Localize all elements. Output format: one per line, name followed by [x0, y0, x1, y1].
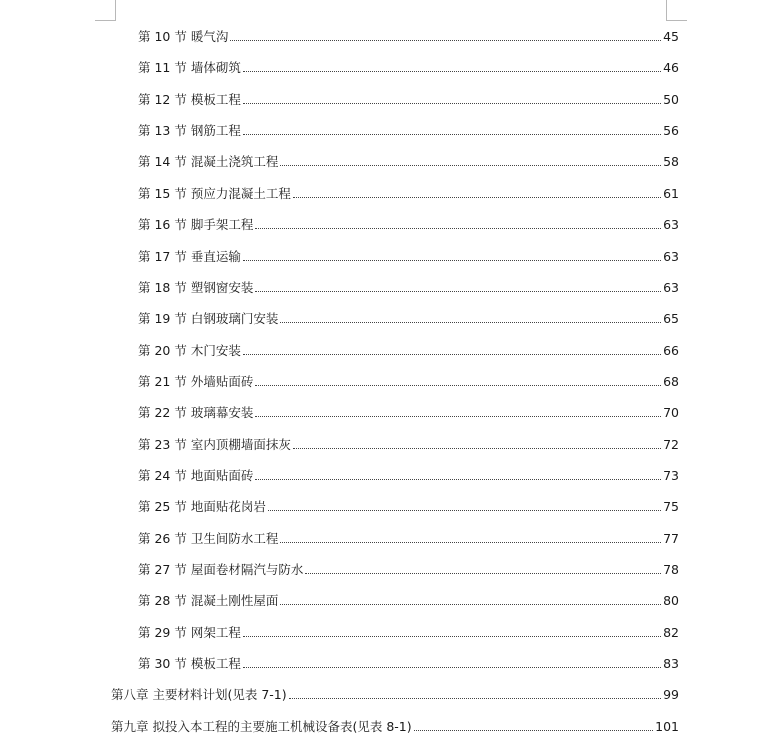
toc-dot-leader — [230, 39, 661, 41]
toc-entry-title: 第 15 节 预应力混凝土工程 — [138, 185, 291, 201]
toc-dot-leader — [255, 478, 661, 480]
toc-section-entry[interactable] — [138, 339, 679, 359]
toc-dot-leader — [289, 697, 661, 699]
toc-dot-leader — [280, 164, 661, 166]
toc-page-number: 77 — [663, 530, 679, 546]
toc-page-number: 61 — [663, 185, 679, 201]
toc-section-entry[interactable] — [138, 56, 679, 76]
toc-entry-title: 第 24 节 地面贴面砖 — [138, 467, 254, 483]
toc-page-number: 46 — [663, 60, 679, 76]
toc-entry-title: 第九章 拟投入本工程的主要施工机械设备表(见表 8-1) — [111, 718, 412, 734]
toc-page-number: 66 — [663, 342, 679, 358]
toc-page-number: 80 — [663, 593, 679, 609]
toc-section-entry[interactable] — [138, 119, 679, 139]
toc-dot-leader — [280, 321, 661, 323]
toc-entry-title: 第八章 主要材料计划(见表 7-1) — [111, 687, 287, 703]
toc-page-number: 101 — [655, 718, 679, 734]
toc-chapter-entry[interactable] — [111, 683, 679, 703]
toc-dot-leader — [255, 290, 661, 292]
toc-section-entry[interactable] — [138, 621, 679, 641]
toc-section-entry[interactable] — [138, 589, 679, 609]
toc-entry-title: 第 14 节 混凝土浇筑工程 — [138, 154, 279, 170]
toc-page-number: 56 — [663, 123, 679, 139]
toc-dot-leader — [255, 415, 661, 417]
toc-entry-title: 第 28 节 混凝土刚性屋面 — [138, 593, 279, 609]
toc-section-entry[interactable] — [138, 433, 679, 453]
toc-dot-leader — [255, 384, 661, 386]
toc-page-number: 63 — [663, 217, 679, 233]
toc-entry-title: 第 17 节 垂直运输 — [138, 248, 241, 264]
toc-section-entry[interactable] — [138, 88, 679, 108]
toc-dot-leader — [268, 509, 661, 511]
toc-entry-title: 第 27 节 屋面卷材隔汽与防水 — [138, 562, 304, 577]
toc-section-entry[interactable] — [138, 652, 679, 672]
toc-section-entry[interactable] — [138, 464, 679, 484]
toc-dot-leader — [243, 353, 661, 355]
toc-entry-title: 第 11 节 墙体砌筑 — [138, 60, 241, 76]
toc-page-number: 78 — [663, 562, 679, 577]
toc-entry-title: 第 30 节 模板工程 — [138, 656, 241, 671]
toc-entry-title: 第 20 节 木门安装 — [138, 342, 241, 358]
toc-dot-leader — [293, 196, 661, 198]
toc-dot-leader — [280, 541, 661, 543]
toc-page-number: 73 — [663, 467, 679, 483]
toc-entry-title: 第 22 节 玻璃幕安装 — [138, 405, 254, 421]
toc-page-number: 75 — [663, 499, 679, 515]
toc-entry-title: 第 25 节 地面贴花岗岩 — [138, 499, 266, 515]
toc-page-number: 63 — [663, 248, 679, 264]
toc-section-entry[interactable] — [138, 213, 679, 233]
toc-section-entry[interactable] — [138, 245, 679, 265]
toc-entry-title: 第 21 节 外墙贴面砖 — [138, 373, 254, 389]
toc-page-number: 72 — [663, 436, 679, 452]
toc-page-number: 68 — [663, 373, 679, 389]
toc-dot-leader — [280, 603, 661, 605]
toc-page-number: 45 — [663, 29, 679, 44]
crop-mark-top-left — [95, 0, 116, 21]
toc-entry-title: 第 19 节 白钢玻璃门安装 — [138, 311, 279, 327]
toc-dot-leader — [243, 666, 661, 668]
toc-entry-title: 第 18 节 塑钢窗安装 — [138, 279, 254, 295]
toc-entry-title: 第 12 节 模板工程 — [138, 91, 241, 107]
toc-dot-leader — [243, 133, 661, 135]
toc-page-number: 70 — [663, 405, 679, 421]
toc-dot-leader — [255, 227, 661, 229]
toc-page-number: 65 — [663, 311, 679, 327]
toc-page-number: 63 — [663, 279, 679, 295]
toc-dot-leader — [243, 259, 661, 261]
toc-section-entry[interactable] — [138, 25, 679, 45]
toc-section-entry[interactable] — [138, 558, 679, 578]
toc-chapter-entry[interactable] — [111, 715, 679, 735]
toc-section-entry[interactable] — [138, 370, 679, 390]
toc-page-number: 58 — [663, 154, 679, 170]
toc-section-entry[interactable] — [138, 150, 679, 170]
toc-entry-title: 第 16 节 脚手架工程 — [138, 217, 254, 233]
toc-entry-title: 第 29 节 网架工程 — [138, 624, 241, 640]
toc-entry-title: 第 10 节 暖气沟 — [138, 29, 229, 44]
toc-page-number: 50 — [663, 91, 679, 107]
toc-dot-leader — [243, 102, 661, 104]
crop-mark-top-right — [666, 0, 687, 21]
toc-section-entry[interactable] — [138, 182, 679, 202]
toc-entry-title: 第 26 节 卫生间防水工程 — [138, 530, 279, 546]
toc-section-entry[interactable] — [138, 307, 679, 327]
toc-page-number: 83 — [663, 656, 679, 671]
toc-dot-leader — [243, 70, 661, 72]
toc-dot-leader — [243, 635, 661, 637]
toc-section-entry[interactable] — [138, 527, 679, 547]
toc-dot-leader — [293, 447, 661, 449]
toc-page-number: 99 — [663, 687, 679, 703]
toc-dot-leader — [305, 572, 661, 574]
toc-section-entry[interactable] — [138, 276, 679, 296]
toc-dot-leader — [414, 729, 654, 731]
toc-entry-title: 第 13 节 钢筋工程 — [138, 123, 241, 139]
toc-page-number: 82 — [663, 624, 679, 640]
toc-section-entry[interactable] — [138, 401, 679, 421]
toc-section-entry[interactable] — [138, 495, 679, 515]
toc-entry-title: 第 23 节 室内顶棚墙面抹灰 — [138, 436, 291, 452]
